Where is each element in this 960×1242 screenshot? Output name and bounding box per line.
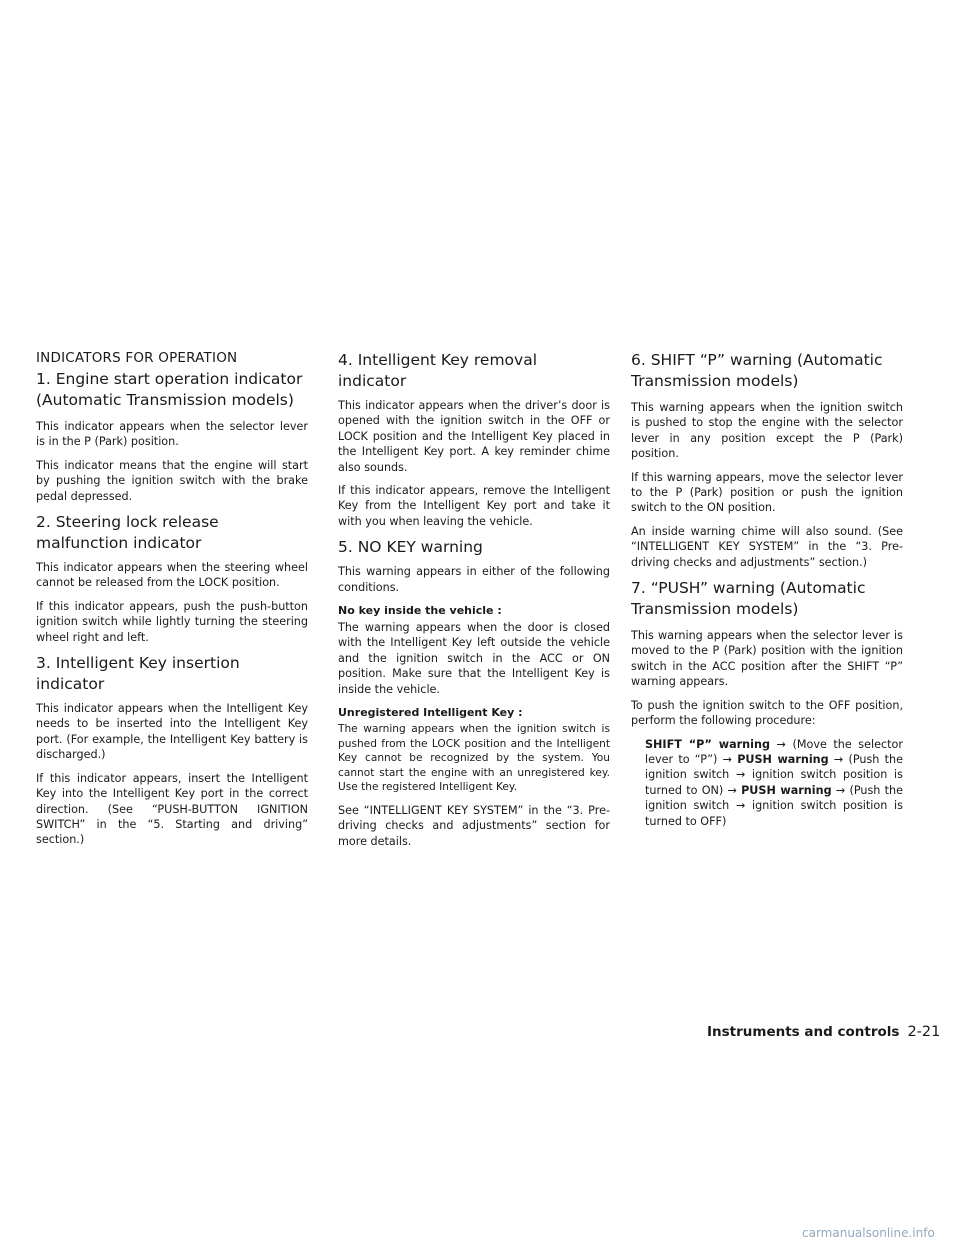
paragraph: This indicator appears when the driver’s door is opened with the ignition switch in the OFF or LOCK position and the Intelligent Key placed in the Intelligent Key port. A key reminder chime also sounds. bbox=[338, 399, 610, 474]
procedure-step-label: PUSH warning bbox=[741, 783, 832, 797]
paragraph: This indicator appears when the selector lever is in the P (Park) position. bbox=[36, 420, 308, 449]
paragraph: This indicator appears when the steering wheel cannot be released from the LOCK position. bbox=[36, 561, 308, 590]
procedure-step-text: → (Push the ignition switch → ignition switch position is turned to ON) → bbox=[645, 752, 903, 797]
subheading-unregistered-key: Unregistered Intelligent Key : bbox=[338, 706, 523, 720]
paragraph: This warning appears in either of the following conditions. bbox=[338, 565, 610, 594]
paragraph: If this indicator appears, remove the Intelligent Key from the Intelligent Key port and take it with you when leaving the vehicle. bbox=[338, 484, 610, 528]
paragraph: If this indicator appears, insert the Intelligent Key into the Intelligent Key port in the correct direction. (See “PUSH-BUTTON IGNITION SWITCH” in the “5. Starting and driving” section.) bbox=[36, 771, 308, 847]
page-footer bbox=[707, 1024, 940, 1040]
paragraph: See “INTELLIGENT KEY SYSTEM” in the “3. Pre-driving checks and adjustments” section for more details. bbox=[338, 804, 610, 848]
procedure-step-label: SHIFT “P” warning bbox=[645, 737, 770, 751]
procedure-step-text: → (Move the selector lever to “P”) → bbox=[645, 737, 903, 766]
paragraph: This indicator means that the engine will start by pushing the ignition switch with the brake pedal depressed. bbox=[36, 458, 308, 503]
section-title: INDICATORS FOR OPERATION bbox=[36, 350, 238, 366]
heading-push-warning: 7. “PUSH” warning (Automatic Transmission models) bbox=[631, 579, 866, 619]
procedure-steps bbox=[645, 737, 903, 829]
heading-engine-start-indicator: 1. Engine start operation indicator (Automatic Transmission models) bbox=[36, 370, 303, 409]
column-2 bbox=[338, 350, 610, 857]
footer-section-name: Instruments and controls bbox=[707, 1024, 900, 1040]
paragraph: The warning appears when the door is closed with the Intelligent Key left outside the vehicle and the ignition switch in the ACC or ON position. Make sure that the Intelligent Key is inside the vehicle. bbox=[338, 621, 610, 696]
page-number: 2-21 bbox=[907, 1024, 941, 1040]
column-3 bbox=[631, 350, 903, 837]
heading-steering-lock-indicator: 2. Steering lock release malfunction indicator bbox=[36, 513, 219, 553]
paragraph: If this indicator appears, push the push-button ignition switch while lightly turning the steering wheel right and left. bbox=[36, 599, 308, 644]
column-1 bbox=[36, 350, 308, 856]
paragraph: This indicator appears when the Intelligent Key needs to be inserted into the Intelligent Key port. (For example, the Intelligent Key battery is discharged.) bbox=[36, 702, 308, 762]
heading-no-key-warning: 5. NO KEY warning bbox=[338, 538, 483, 557]
paragraph: This warning appears when the ignition switch is pushed to stop the engine with the selector lever in any position except the P (Park) position. bbox=[631, 401, 903, 461]
procedure-step-text: → (Push the ignition switch → ignition switch position is turned to OFF) bbox=[645, 783, 903, 828]
heading-shift-p-warning: 6. SHIFT “P” warning (Automatic Transmission models) bbox=[631, 351, 883, 390]
watermark: carmanualsonline.info bbox=[802, 1226, 935, 1240]
paragraph: This warning appears when the selector lever is moved to the P (Park) position with the ignition switch in the ACC position after the SHIFT “P” warning appears. bbox=[631, 629, 903, 689]
paragraph: To push the ignition switch to the OFF position, perform the following procedure: bbox=[631, 698, 903, 728]
paragraph: If this warning appears, move the selector lever to the P (Park) position or push the ignition switch to the ON position. bbox=[631, 470, 903, 515]
paragraph: An inside warning chime will also sound. (See “INTELLIGENT KEY SYSTEM” in the “3. Pre-driving checks and adjustments” section.) bbox=[631, 524, 903, 569]
procedure-step-label: PUSH warning bbox=[737, 752, 829, 766]
paragraph: The warning appears when the ignition switch is pushed from the LOCK position and the Intelligent Key cannot be recognized by the system. You cannot start the engine with an unregistered key. Use the registered Intelligent Key. bbox=[338, 723, 610, 794]
subheading-no-key-inside: No key inside the vehicle : bbox=[338, 604, 502, 618]
heading-key-removal-indicator: 4. Intelligent Key removal indicator bbox=[338, 351, 538, 390]
heading-key-insertion-indicator: 3. Intelligent Key insertion indicator bbox=[36, 654, 240, 694]
